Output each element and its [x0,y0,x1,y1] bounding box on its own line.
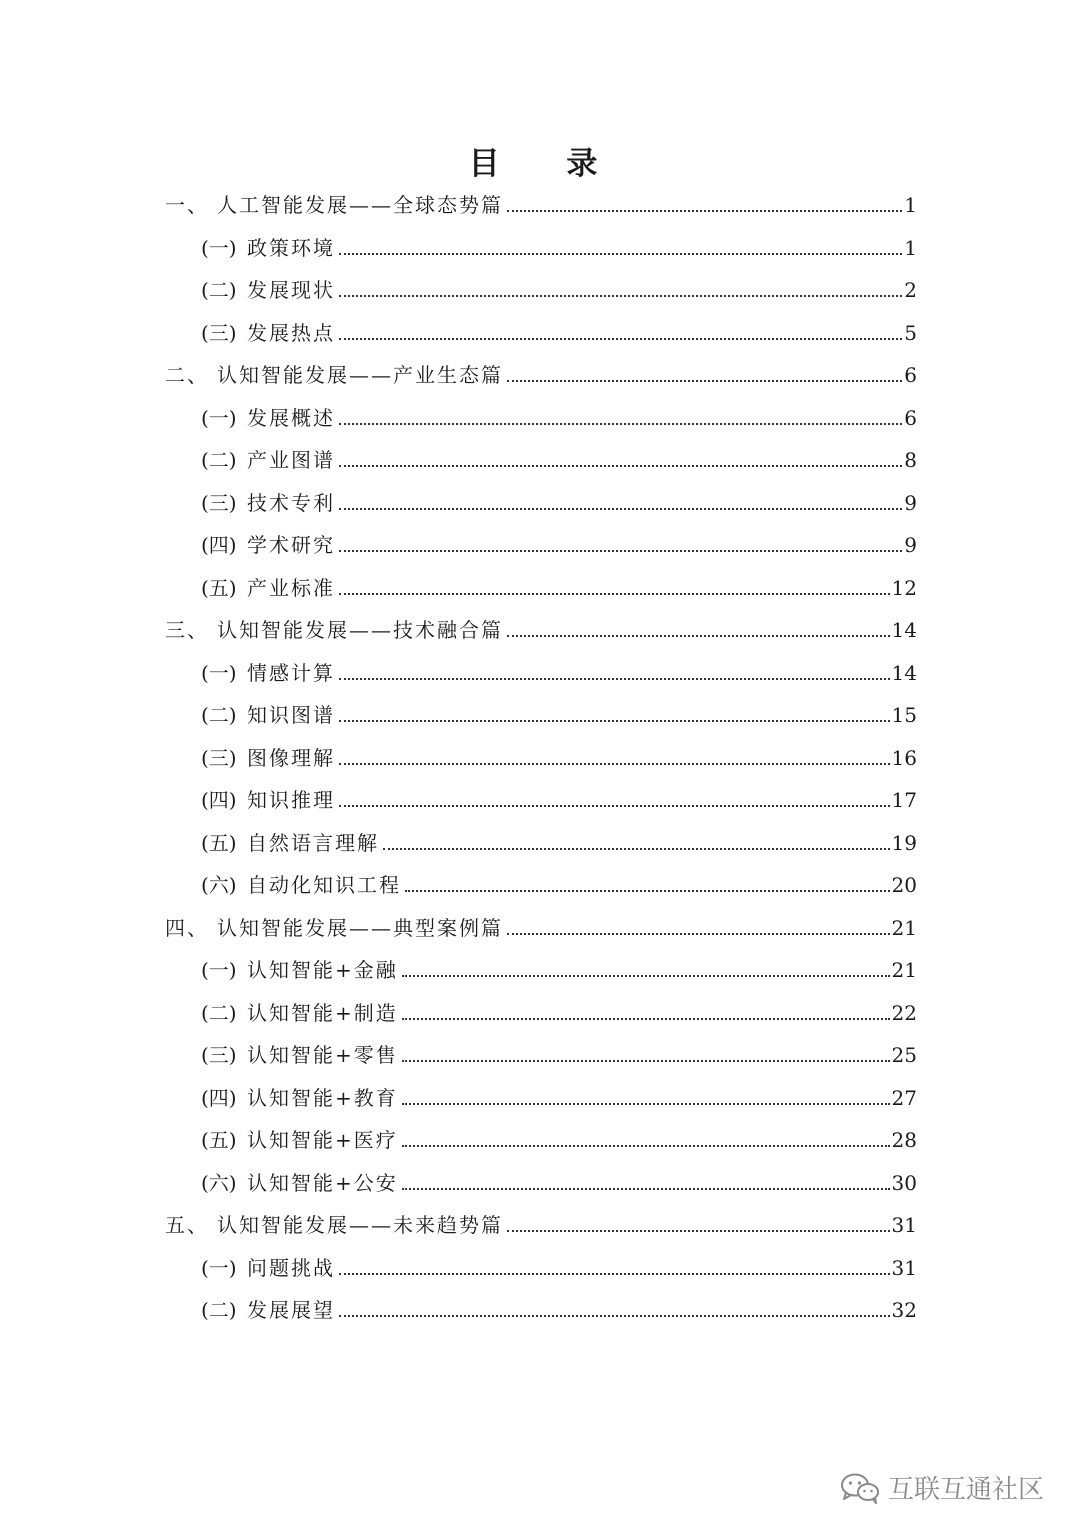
toc-section-entry [165,869,917,912]
toc-entry-title: 知识图谱 [247,703,335,727]
toc-section-entry [165,232,917,275]
toc-dot-leader [339,508,902,510]
toc-page-number: 9 [904,533,917,557]
toc-entry-title: 发展热点 [247,320,335,345]
toc-entry-number: (一) [201,235,237,260]
toc-section-entry [165,954,917,997]
table-of-contents [165,189,917,1337]
toc-entry-number: (四) [201,1085,237,1110]
toc-page-number: 32 [891,1298,917,1322]
toc-chapter-entry [165,614,917,657]
toc-entry-title: 问题挑战 [247,1255,335,1280]
toc-section-entry [165,274,917,317]
toc-dot-leader [402,1060,890,1062]
toc-section-entry [165,1082,917,1125]
toc-page-number: 21 [891,915,917,940]
toc-entry-title: 发展概述 [247,405,335,430]
toc-page-number: 15 [891,703,917,727]
toc-page-number: 31 [891,1255,917,1280]
toc-page-number: 22 [891,1000,917,1025]
toc-entry-number: (一) [201,660,237,685]
toc-section-entry [165,1039,917,1082]
toc-entry-number: (二) [201,448,237,472]
toc-entry-number: (四) [201,788,237,812]
toc-entry-number: 一、 [165,193,209,217]
toc-dot-leader [507,210,902,212]
toc-page-number: 8 [904,448,917,472]
toc-dot-leader [339,720,890,722]
toc-page-number: 16 [891,745,917,770]
toc-chapter-entry [165,359,917,402]
toc-entry-number: (二) [201,1298,237,1322]
toc-entry-title: 自动化知识工程 [247,873,401,897]
toc-entry-number: (六) [201,873,237,897]
toc-entry-number: (二) [201,703,237,727]
toc-entry-number: 五、 [165,1213,209,1237]
toc-entry-title: 认知智能+制造 [247,1000,398,1025]
toc-entry-title: 认知智能发展——技术融合篇 [217,618,503,642]
toc-section-entry [165,699,917,742]
toc-entry-number: (五) [201,1128,237,1152]
toc-entry-number: 四、 [165,915,209,940]
toc-entry-number: (五) [201,575,237,600]
toc-entry-number: (三) [201,745,237,770]
toc-page-number: 20 [891,873,917,897]
toc-entry-number: (四) [201,533,237,557]
toc-entry-title: 政策环境 [247,235,335,260]
toc-page-number: 31 [891,1213,917,1237]
toc-dot-leader [383,848,890,850]
toc-entry-number: 二、 [165,363,209,387]
toc-entry-number: (五) [201,830,237,855]
toc-page-number: 14 [891,660,917,685]
toc-dot-leader [339,593,890,595]
toc-section-entry [165,784,917,827]
toc-dot-leader [402,975,890,977]
toc-entry-title: 认知智能+零售 [247,1043,398,1067]
toc-dot-leader [339,338,902,340]
toc-entry-title: 认知智能+教育 [247,1085,398,1110]
toc-page-number: 2 [904,278,917,302]
toc-entry-number: (六) [201,1170,237,1195]
toc-entry-title: 学术研究 [247,533,335,557]
toc-section-entry [165,317,917,360]
toc-entry-title: 认知智能+公安 [247,1170,398,1195]
toc-section-entry [165,444,917,487]
toc-entry-title: 发展现状 [247,278,335,302]
toc-section-entry [165,1124,917,1167]
toc-entry-number: (二) [201,278,237,302]
toc-entry-number: (三) [201,320,237,345]
toc-dot-leader [339,465,902,467]
toc-page-number: 5 [904,320,917,345]
toc-title: 目 录 [468,146,626,182]
watermark [840,1469,1044,1506]
toc-page-number: 12 [891,575,917,600]
toc-dot-leader [339,1315,890,1317]
toc-page-number: 17 [891,788,917,812]
toc-entry-title: 认知智能发展——产业生态篇 [217,363,503,387]
toc-dot-leader [339,763,890,765]
toc-dot-leader [507,933,890,935]
toc-entry-number: (一) [201,1255,237,1280]
watermark-text: 互联互通社区 [887,1475,1044,1505]
toc-section-entry [165,657,917,700]
toc-page-number: 1 [904,193,917,217]
toc-dot-leader [339,550,902,552]
toc-dot-leader [339,253,902,255]
toc-entry-title: 情感计算 [247,660,335,685]
toc-entry-title: 认知智能+医疗 [247,1128,398,1152]
toc-dot-leader [339,423,902,425]
toc-dot-leader [339,678,890,680]
toc-entry-title: 知识推理 [247,788,335,812]
toc-entry-title: 图像理解 [247,745,335,770]
toc-entry-title: 认知智能发展——典型案例篇 [217,915,503,940]
toc-section-entry [165,572,917,615]
toc-entry-title: 自然语言理解 [247,830,379,855]
toc-page-number: 9 [904,490,917,515]
wechat-icon [840,1472,880,1504]
toc-entry-title: 人工智能发展——全球态势篇 [217,193,503,217]
toc-dot-leader [339,295,902,297]
toc-entry-title: 产业图谱 [247,448,335,472]
toc-dot-leader [339,805,890,807]
toc-dot-leader [507,1230,890,1232]
toc-dot-leader [402,1188,890,1190]
toc-entry-number: (三) [201,490,237,515]
toc-chapter-entry [165,189,917,232]
toc-dot-leader [402,1145,890,1147]
toc-page-number: 28 [891,1128,917,1152]
toc-page-number: 25 [891,1043,917,1067]
toc-entry-title: 技术专利 [247,490,335,515]
toc-dot-leader [339,1273,890,1275]
toc-entry-title: 发展展望 [247,1298,335,1322]
toc-entry-number: 三、 [165,618,209,642]
toc-page-number: 6 [904,363,917,387]
toc-section-entry [165,1294,917,1337]
toc-section-entry [165,1252,917,1295]
toc-page-number: 19 [891,830,917,855]
toc-page-number: 6 [904,405,917,430]
toc-entry-number: (一) [201,405,237,430]
toc-section-entry [165,487,917,530]
toc-entry-number: (三) [201,1043,237,1067]
toc-dot-leader [507,380,902,382]
toc-chapter-entry [165,1209,917,1252]
toc-entry-title: 认知智能+金融 [247,958,398,982]
toc-entry-title: 产业标准 [247,575,335,600]
toc-dot-leader [402,1018,890,1020]
toc-entry-title: 认知智能发展——未来趋势篇 [217,1213,503,1237]
toc-entry-number: (二) [201,1000,237,1025]
toc-section-entry [165,827,917,870]
toc-section-entry [165,529,917,572]
toc-section-entry [165,997,917,1040]
toc-page-number: 27 [891,1085,917,1110]
toc-page-number: 30 [891,1170,917,1195]
toc-section-entry [165,1167,917,1210]
toc-entry-number: (一) [201,958,237,982]
toc-chapter-entry [165,912,917,955]
toc-page-number: 1 [904,235,917,260]
toc-dot-leader [402,1103,890,1105]
toc-dot-leader [405,890,890,892]
toc-dot-leader [507,635,890,637]
toc-page-number: 14 [891,618,917,642]
toc-page-number: 21 [891,958,917,982]
toc-section-entry [165,402,917,445]
toc-section-entry [165,742,917,785]
